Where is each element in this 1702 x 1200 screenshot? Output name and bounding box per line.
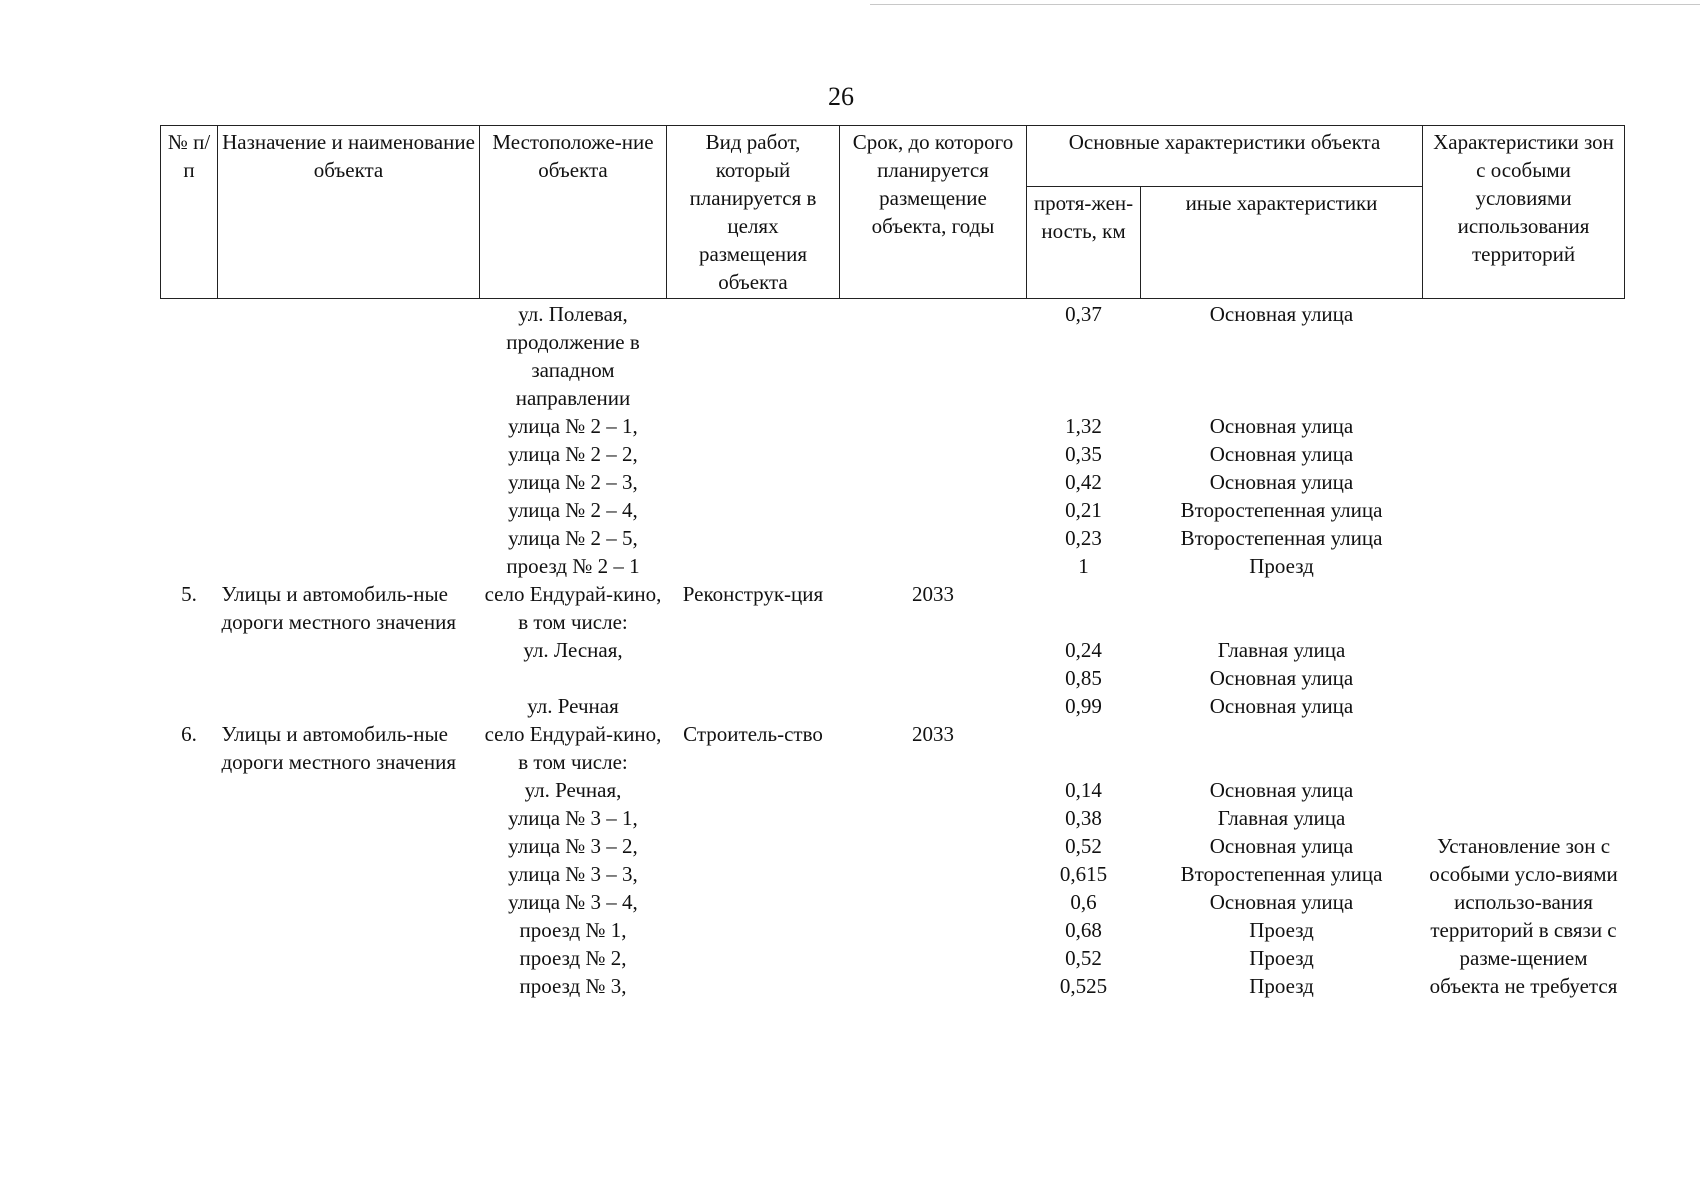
cell-zones (1423, 580, 1625, 636)
cell-year (840, 692, 1027, 720)
cell-num (161, 440, 218, 468)
cell-year (840, 860, 1027, 888)
cell-year (840, 804, 1027, 832)
cell-work: Строитель-ство (683, 722, 823, 746)
cell-work: Реконструк-ция (682, 582, 824, 606)
cell-work (667, 944, 840, 972)
table-row (161, 692, 1625, 720)
cell-location: улица № 3 – 3, (508, 862, 638, 886)
cell-location: ул. Лесная, (523, 638, 623, 662)
cell-year: 2033 (912, 582, 954, 606)
cell-name (218, 972, 480, 1000)
cell-num (161, 832, 218, 860)
header-length: протя-жен-ность, км (1027, 186, 1141, 298)
cell-zones (1423, 468, 1625, 496)
cell-year (840, 496, 1027, 524)
cell-num (161, 860, 218, 888)
cell-name (218, 804, 480, 832)
cell-work (667, 636, 840, 664)
table-row (161, 916, 1625, 944)
cell-length: 0,37 (1065, 302, 1102, 326)
cell-other-chars: Главная улица (1217, 638, 1346, 662)
cell-zones (1423, 664, 1625, 692)
cell-other-chars: Второстепенная улица (1180, 862, 1383, 886)
cell-name (218, 916, 480, 944)
cell-num: 5. (181, 582, 197, 606)
table-row (161, 944, 1625, 972)
cell-year (840, 944, 1027, 972)
table-row (161, 636, 1625, 664)
cell-length: 0,24 (1065, 638, 1102, 662)
cell-length: 0,35 (1065, 442, 1102, 466)
table-row (161, 580, 1625, 636)
cell-work (667, 972, 840, 1000)
cell-num (161, 552, 218, 580)
cell-location: проезд № 1, (519, 918, 627, 942)
cell-length: 1,32 (1065, 414, 1102, 438)
cell-length: 0,85 (1065, 666, 1102, 690)
cell-other-chars: Проезд (1249, 554, 1314, 578)
header-name: Назначение и наименование объекта (218, 126, 480, 299)
cell-name (218, 692, 480, 720)
cell-name (218, 496, 480, 524)
cell-length: 0,42 (1065, 470, 1102, 494)
table-row (161, 440, 1625, 468)
cell-location: улица № 2 – 1, (508, 414, 638, 438)
cell-other-chars: Проезд (1249, 946, 1314, 970)
cell-work (667, 524, 840, 552)
table-body (161, 299, 1625, 1001)
cell-other-chars: Основная улица (1209, 694, 1354, 718)
cell-other-chars: Основная улица (1209, 778, 1354, 802)
cell-year (840, 524, 1027, 552)
cell-name (218, 552, 480, 580)
table-row (161, 972, 1625, 1000)
objects-table (160, 125, 1625, 1000)
cell-num (161, 804, 218, 832)
cell-length: 0,52 (1065, 946, 1102, 970)
cell-zones (1423, 636, 1625, 664)
cell-year (840, 832, 1027, 860)
cell-other-chars: Основная улица (1209, 442, 1354, 466)
cell-year (840, 552, 1027, 580)
cell-work (667, 804, 840, 832)
cell-num (161, 692, 218, 720)
table-row (161, 412, 1625, 440)
cell-location: улица № 2 – 4, (508, 498, 638, 522)
cell-name (218, 636, 480, 664)
cell-length: 0,23 (1065, 526, 1102, 550)
cell-year (840, 972, 1027, 1000)
table-row (161, 804, 1625, 832)
cell-length (1027, 720, 1141, 776)
cell-location: село Ендурай-кино, в том числе: (484, 722, 662, 774)
cell-zones (1423, 776, 1625, 804)
cell-length: 0,6 (1070, 890, 1097, 914)
cell-length: 0,615 (1059, 862, 1108, 886)
header-zones: Характеристики зон с особыми условиями использования территорий (1423, 126, 1625, 299)
cell-name (218, 412, 480, 440)
cell-year: 2033 (912, 722, 954, 746)
table-row (161, 552, 1625, 580)
cell-location: ул. Полевая, продолжение в западном направлении (506, 302, 640, 410)
cell-work (667, 664, 840, 692)
cell-work (667, 496, 840, 524)
cell-length: 0,21 (1065, 498, 1102, 522)
header-work: Вид работ, который планируется в целях размещения объекта (667, 126, 840, 299)
cell-num (161, 468, 218, 496)
cell-length: 0,52 (1065, 834, 1102, 858)
cell-location: улица № 2 – 3, (508, 470, 638, 494)
cell-location: проезд № 2, (519, 946, 627, 970)
cell-name (218, 468, 480, 496)
cell-other-chars: Проезд (1249, 918, 1314, 942)
cell-num (161, 496, 218, 524)
top-rule (870, 4, 1700, 5)
header-main-chars: Основные характеристики объекта (1027, 126, 1423, 187)
cell-year (840, 776, 1027, 804)
cell-location: улица № 2 – 5, (508, 526, 638, 550)
cell-location: улица № 3 – 1, (508, 806, 638, 830)
cell-zones (1423, 720, 1625, 776)
document-page (160, 125, 1624, 1000)
cell-location: ул. Речная (527, 694, 619, 718)
cell-length: 0,14 (1065, 778, 1102, 802)
cell-work (667, 832, 840, 860)
cell-location (480, 664, 667, 692)
cell-zones (1423, 692, 1625, 720)
cell-length: 0,38 (1065, 806, 1102, 830)
cell-work (667, 860, 840, 888)
cell-other-chars: Основная улица (1209, 666, 1354, 690)
cell-name (218, 832, 480, 860)
cell-num (161, 944, 218, 972)
cell-name: Улицы и автомобиль-ные дороги местного значения (221, 722, 457, 774)
cell-location: ул. Речная, (524, 778, 622, 802)
cell-location: улица № 3 – 4, (508, 890, 638, 914)
table-row (161, 299, 1625, 413)
cell-zones (1423, 496, 1625, 524)
cell-work (667, 552, 840, 580)
cell-work (667, 299, 840, 413)
cell-other-chars (1141, 580, 1423, 636)
header-term: Срок, до которого планируется размещение объекта, годы (840, 126, 1027, 299)
header-other-chars: иные характеристики (1141, 186, 1423, 298)
cell-num (161, 299, 218, 413)
cell-name (218, 944, 480, 972)
cell-year (840, 412, 1027, 440)
cell-work (667, 888, 840, 916)
cell-other-chars: Основная улица (1209, 470, 1354, 494)
cell-length: 0,525 (1059, 974, 1108, 998)
cell-year (840, 468, 1027, 496)
cell-name (218, 664, 480, 692)
cell-work (667, 440, 840, 468)
cell-length: 0,99 (1065, 694, 1102, 718)
table-row (161, 832, 1625, 860)
cell-zones: Установление зон с особыми усло-виями использо-вания территорий в связи с разме-щением объекта не требуется (1429, 834, 1618, 998)
cell-other-chars: Второстепенная улица (1180, 498, 1383, 522)
cell-num (161, 888, 218, 916)
cell-length: 0,68 (1065, 918, 1102, 942)
cell-year (840, 916, 1027, 944)
table-row (161, 468, 1625, 496)
cell-name (218, 524, 480, 552)
cell-other-chars: Главная улица (1217, 806, 1346, 830)
cell-name (218, 888, 480, 916)
cell-year (840, 888, 1027, 916)
cell-num (161, 636, 218, 664)
cell-zones (1423, 524, 1625, 552)
cell-name (218, 440, 480, 468)
cell-other-chars: Основная улица (1209, 890, 1354, 914)
cell-year (840, 299, 1027, 413)
cell-other-chars: Основная улица (1209, 302, 1354, 326)
cell-num (161, 776, 218, 804)
cell-location: село Ендурай-кино, в том числе: (484, 582, 662, 634)
cell-work (667, 692, 840, 720)
cell-zones (1423, 412, 1625, 440)
cell-other-chars: Второстепенная улица (1180, 526, 1383, 550)
cell-name (218, 299, 480, 413)
cell-other-chars: Основная улица (1209, 834, 1354, 858)
cell-name (218, 860, 480, 888)
cell-other-chars: Проезд (1249, 974, 1314, 998)
cell-year (840, 636, 1027, 664)
cell-num (161, 524, 218, 552)
cell-num: 6. (181, 722, 197, 746)
cell-location: улица № 3 – 2, (508, 834, 638, 858)
cell-work (667, 776, 840, 804)
table-row (161, 776, 1625, 804)
table-row (161, 720, 1625, 776)
cell-zones (1423, 440, 1625, 468)
table-row (161, 888, 1625, 916)
header-location: Местоположе-ние объекта (480, 126, 667, 299)
cell-zones (1423, 552, 1625, 580)
header-num: № п/п (161, 126, 218, 299)
cell-location: проезд № 3, (519, 974, 627, 998)
cell-length: 1 (1078, 554, 1089, 578)
cell-length (1027, 580, 1141, 636)
cell-zones (1423, 804, 1625, 832)
cell-year (840, 440, 1027, 468)
cell-name: Улицы и автомобиль-ные дороги местного значения (221, 582, 457, 634)
table-row (161, 664, 1625, 692)
cell-other-chars (1141, 720, 1423, 776)
cell-year (840, 664, 1027, 692)
table-row (161, 496, 1625, 524)
page-number: 26 (828, 82, 854, 111)
cell-work (667, 916, 840, 944)
cell-zones (1423, 299, 1625, 413)
cell-name (218, 776, 480, 804)
cell-location: проезд № 2 – 1 (506, 554, 640, 578)
cell-location: улица № 2 – 2, (508, 442, 638, 466)
cell-work (667, 412, 840, 440)
table-row (161, 524, 1625, 552)
cell-num (161, 916, 218, 944)
cell-num (161, 412, 218, 440)
table-row (161, 860, 1625, 888)
cell-other-chars: Основная улица (1209, 414, 1354, 438)
cell-num (161, 972, 218, 1000)
cell-work (667, 468, 840, 496)
cell-num (161, 664, 218, 692)
